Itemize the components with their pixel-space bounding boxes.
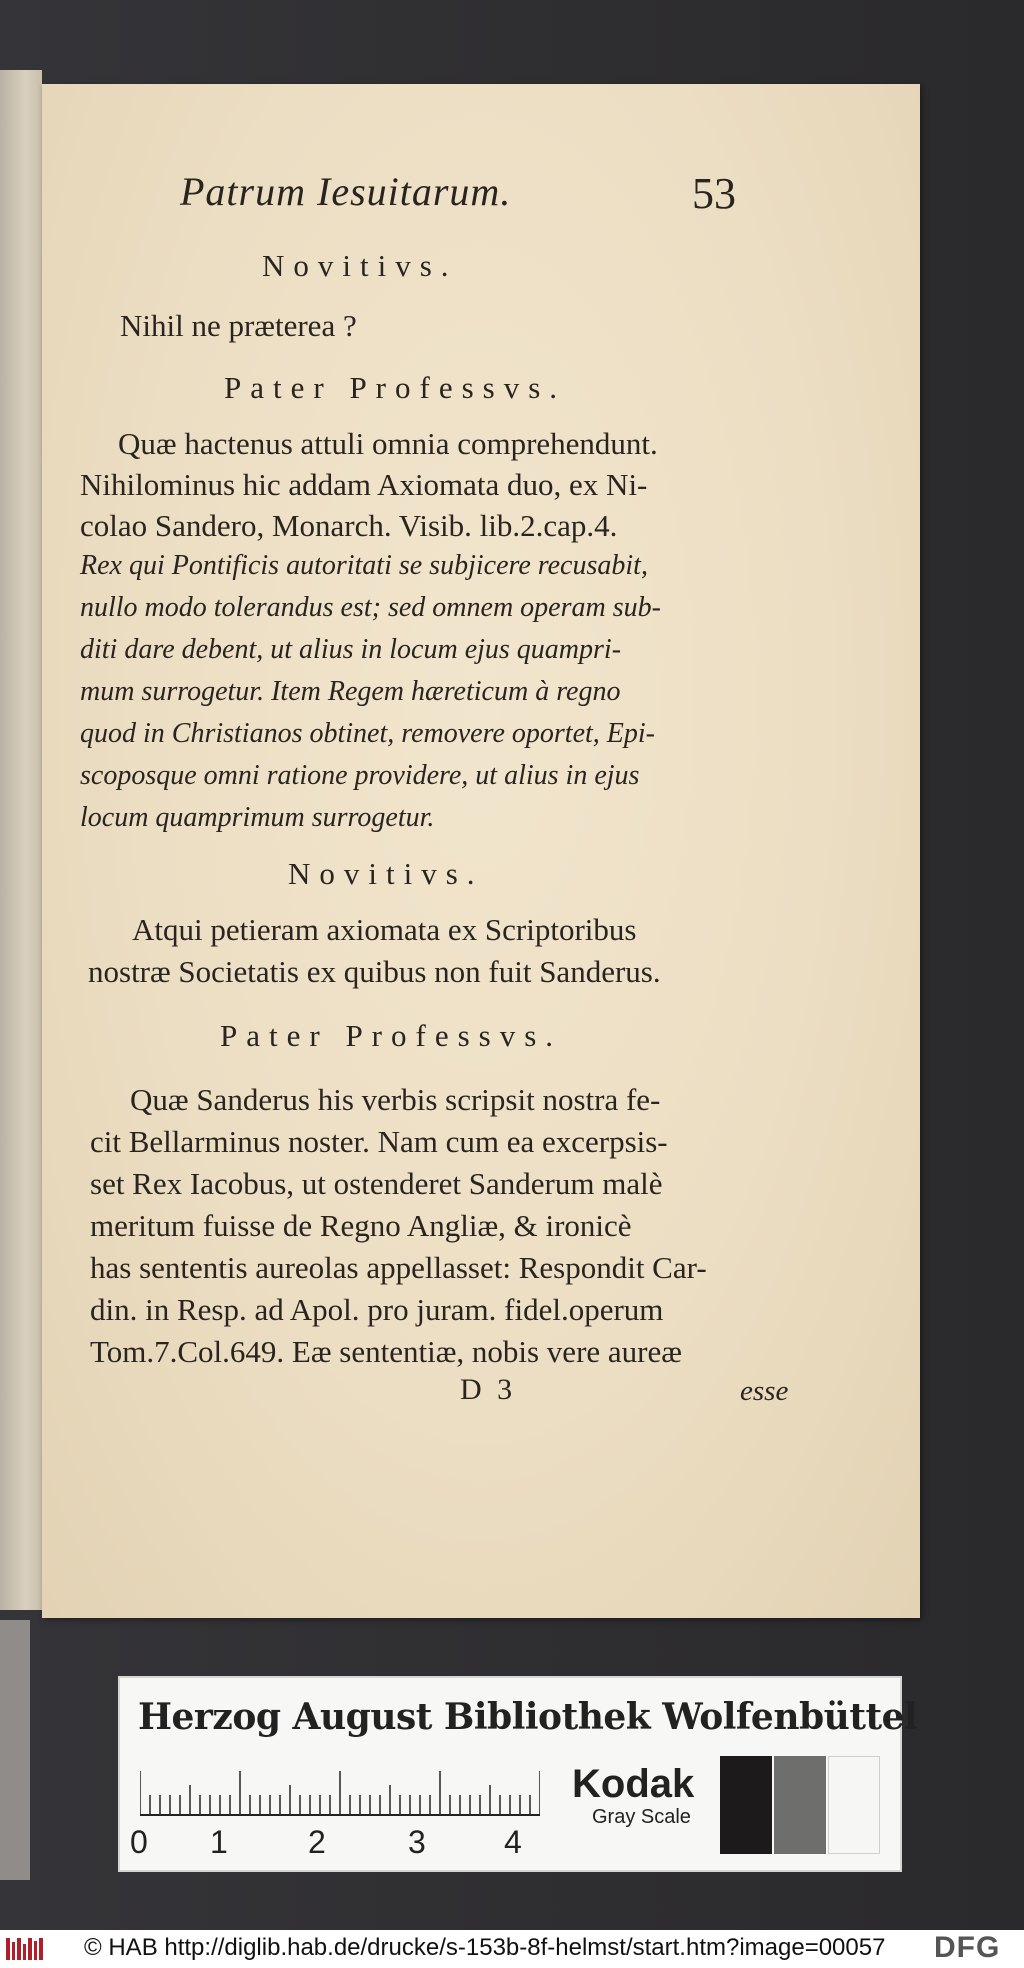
text-line: colao Sandero, Monarch. Visib. lib.2.cap.4. <box>80 508 618 543</box>
text-line: cit Bellarminus noster. Nam cum ea excerpsis- <box>90 1124 668 1159</box>
page-number: 53 <box>692 169 736 218</box>
black-swatch <box>720 1756 772 1854</box>
speaker-pater-professus: Pater Professvs. <box>224 370 567 405</box>
color-calibration-card <box>118 1676 918 1872</box>
text-line: Nihil ne præterea ? <box>120 308 357 343</box>
text-line: Rex qui Pontificis autoritati se subjicere recusabit, <box>80 550 648 581</box>
gray-scale-label: Gray Scale <box>592 1806 691 1828</box>
text-line: Tom.7.Col.649. Eæ sententiæ, nobis vere aureæ <box>90 1334 682 1369</box>
text-line: quod in Christianos obtinet, removere oportet, Epi- <box>80 718 655 749</box>
adjacent-page-edge <box>0 70 42 1610</box>
text-line: mum surrogetur. Item Regem hæreticum à regno <box>80 676 621 707</box>
speaker-novitius: Novitivs. <box>262 248 458 283</box>
text-line: Atqui petieram axiomata ex Scriptoribus <box>132 912 637 947</box>
ruler-number: 3 <box>408 1824 426 1860</box>
running-head: Patrum Iesuitarum. <box>180 169 512 214</box>
speaker-novitius: Novitivs. <box>288 856 484 891</box>
ruler-number: 0 <box>130 1824 148 1860</box>
signature-mark: D 3 <box>460 1373 517 1406</box>
text-line: meritum fuisse de Regno Angliæ, & ironicè <box>90 1208 632 1243</box>
ruler-scale <box>140 1770 540 1816</box>
text-line: diti dare debent, ut alius in locum ejus quampri- <box>80 634 622 665</box>
ruler-number: 1 <box>210 1824 228 1860</box>
ruler-numbers <box>130 1824 550 1864</box>
dfg-logo: DFG <box>934 1931 1001 1964</box>
text-line: locum quamprimum surrogetur. <box>80 802 435 833</box>
footer-bar <box>0 1930 1024 1968</box>
catchword: esse <box>740 1375 789 1407</box>
text-line: Nihilominus hic addam Axiomata duo, ex Ni- <box>80 467 648 502</box>
library-name: Herzog August Bibliothek Wolfenbüttel <box>138 1696 918 1738</box>
ruler-number: 4 <box>504 1824 522 1860</box>
text-line: nostræ Societatis ex quibus non fuit Sanderus. <box>88 954 661 989</box>
gray-swatch <box>774 1756 826 1854</box>
ruler-number: 2 <box>308 1824 326 1860</box>
white-swatch <box>828 1756 880 1854</box>
text-line: has sententis aureolas appellasset: Respondit Car- <box>90 1250 707 1285</box>
text-line: din. in Resp. ad Apol. pro juram. fidel.operum <box>90 1292 664 1327</box>
credit-line: © HAB http://diglib.hab.de/drucke/s-153b-8f-helmst/start.htm?image=00057 <box>84 1934 886 1961</box>
text-line: nullo modo tolerandus est; sed omnem operam sub- <box>80 592 661 623</box>
speaker-pater-professus: Pater Professvs. <box>220 1018 563 1053</box>
hab-logo-icon <box>6 1938 46 1960</box>
text-line: set Rex Iacobus, ut ostenderet Sanderum malè <box>90 1166 663 1201</box>
text-line: Quæ Sanderus his verbis scripsit nostra fe- <box>130 1082 661 1117</box>
binding-edge <box>0 1620 30 1880</box>
text-line: scoposque omni ratione providere, ut alius in ejus <box>80 760 640 791</box>
text-line: Quæ hactenus attuli omnia comprehendunt. <box>118 426 658 461</box>
kodak-logo: Kodak <box>572 1762 695 1806</box>
